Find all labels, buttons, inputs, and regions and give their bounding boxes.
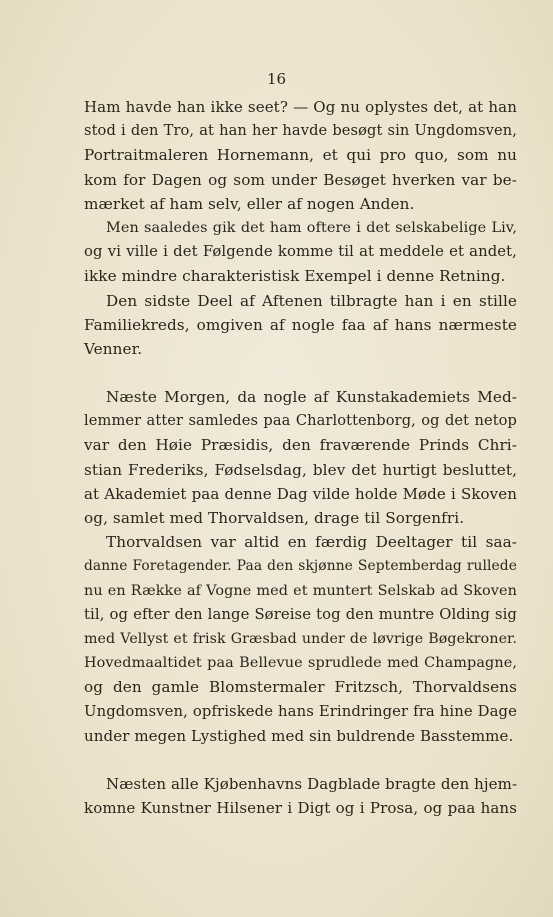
text-line: til, og efter den lange Søreise tog den muntre Olding sig bbox=[84, 605, 517, 623]
text-line: komne Kunstner Hilsener i Digt og i Prosa, og paa hans bbox=[84, 799, 517, 818]
text-line: at Akademiet paa denne Dag vilde holde Møde i Skoven bbox=[84, 484, 517, 503]
text-line: Hovedmaaltidet paa Bellevue sprudlede med Champagne, bbox=[84, 655, 517, 672]
text-line: Ham havde han ikke seet? — Og nu oplystes det, at han bbox=[84, 98, 517, 116]
paragraph-gap bbox=[84, 361, 517, 385]
text-line: Næsten alle Kjøbenhavns Dagblade bragte den hjem- bbox=[106, 774, 518, 793]
text-line: Thorvaldsen var altid en færdig Deeltager til saa- bbox=[106, 533, 517, 552]
text-line: Næste Morgen, da nogle af Kunstakademiets Med- bbox=[106, 388, 517, 407]
text-line: Ungdomsven, opfriskede hans Erindringer fra hine Dage bbox=[84, 702, 517, 720]
text-line: Portraitmaleren Hornemann, et qui pro quo, som nu bbox=[84, 146, 517, 165]
text-line: med Vellyst et frisk Græsbad under de løvrige Bøgekroner. bbox=[84, 630, 517, 647]
text-line: Venner. bbox=[84, 339, 143, 358]
text-line: og vi ville i det Følgende komme til at meddele et andet, bbox=[84, 243, 517, 261]
text-line: Den sidste Deel af Aftenen tilbragte han i en stille bbox=[106, 291, 517, 310]
page-number: 16 bbox=[266, 70, 287, 88]
text-line: lemmer atter samledes paa Charlottenborg, og det netop bbox=[84, 412, 517, 430]
text-line: ikke mindre charakteristisk Exempel i denne Retning. bbox=[84, 267, 506, 286]
body-text bbox=[84, 95, 517, 820]
text-line: og den gamle Blomstermaler Fritzsch, Thorvaldsens bbox=[84, 678, 517, 697]
text-line: og, samlet med Thorvaldsen, drage til Sorgenfri. bbox=[84, 509, 465, 527]
text-line: Familiekreds, omgiven af nogle faa af hans nærmeste bbox=[84, 315, 517, 334]
text-line: var den Høie Præsidis, den fraværende Prinds Chri- bbox=[84, 436, 517, 455]
text-line: under megen Lystighed med sin buldrende Basstemme. bbox=[84, 726, 514, 745]
text-line: kom for Dagen og som under Besøget hverken var be- bbox=[84, 170, 517, 189]
text-line: Men saaledes gik det ham oftere i det selskabelige Liv, bbox=[106, 219, 517, 236]
text-line: danne Foretagender. Paa den skjønne Septemberdag rullede bbox=[84, 558, 517, 575]
paragraph-gap bbox=[84, 748, 517, 772]
text-line: nu en Række af Vogne med et muntert Selskab ad Skoven bbox=[84, 582, 517, 599]
text-line: mærket af ham selv, eller af nogen Anden. bbox=[84, 194, 415, 213]
text-line: stian Frederiks, Fødselsdag, blev det hurtigt besluttet, bbox=[84, 460, 517, 479]
text-line: stod i den Tro, at han her havde besøgt sin Ungdomsven, bbox=[84, 122, 517, 140]
